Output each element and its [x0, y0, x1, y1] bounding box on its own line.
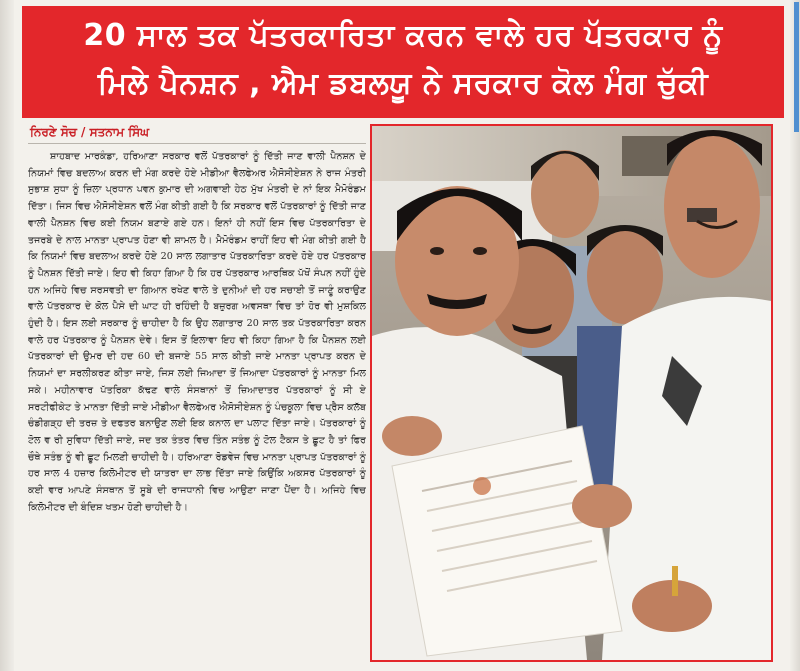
headline-banner [22, 6, 784, 118]
news-photo [370, 124, 773, 662]
edge-blue-strip [794, 2, 799, 132]
article-body: ਸ਼ਾਹਬਾਦ ਮਾਰਕੰਡਾ, ਹਰਿਆਣਾ ਸਰਕਾਰ ਵਲੋਂ ਪੱਤਰਕਾਰਾਂ ਨੂੰ ਦਿੱਤੀ ਜਾਣ ਵਾਲੀ ਪੈਨਸ਼ਨ ਦੇ ਨਿਯਮਾਂ ਵਿਚ ਬਦਲਾਅ ਕਰਨ ਦੀ ਮੰਗ ਕਰਦੇ ਹੋਏ ਮੀਡੀਆ ਵੈਲਫੇਅਰ ਐਸੋਸੀਏਸ਼ਨ ਨੇ ਰਾਜ ਮੰਤਰੀ ਸੁਭਾਸ਼ ਸੁਧਾ ਨੂੰ ਜ਼ਿਲਾ ਪ੍ਰਧਾਨ ਪਵਨ ਕੁਮਾਰ ਦੀ ਅਗਵਾਈ ਹੇਠ ਮੁੱਖ ਮੰਤਰੀ ਦੇ ਨਾਂ ਇਕ ਮੈਮੋਰੰਡਮ ਦਿੱਤਾ। ਜਿਸ ਵਿਚ ਐਸੋਸੀਏਸ਼ਨ ਵਲੋਂ ਮੰਗ ਕੀਤੀ ਗਈ ਹੈ ਕਿ ਸਰਕਾਰ ਵਲੋਂ ਪੱਤਰਕਾਰਾਂ ਨੂੰ ਦਿੱਤੀ ਜਾਣ ਵਾਲੀ ਪੈਨਸ਼ਨ ਵਿਚ ਕਈ ਨਿਯਮ ਬਣਾਏ ਗਏ ਹਨ। ਇਨਾਂ ਹੀ ਨਹੀਂ ਇਸ ਵਿਚ ਪੱਤਰਕਾਰਿਤਾ ਦੇ ਤਜਰਬੇ ਦੇ ਨਾਲ ਮਾਨਤਾ ਪ੍ਰਾਪਤ ਹੋਣਾ ਵੀ ਸ਼ਾਮਲ ਹੈ। ਮੈਮੋਰੰਡਮ ਰਾਹੀਂ ਇਹ ਵੀ ਮੰਗ ਕੀਤੀ ਗਈ ਹੈ ਕਿ ਨਿਯਮਾਂ ਵਿਚ ਬਦਲਾਅ ਕਰਦੇ ਹੋਏ 20 ਸਾਲ ਲਗਾਤਾਰ ਪੱਤਰਕਾਰਿਤਾ ਕਰਦੇ ਹੋਏ ਹਰ ਪੱਤਰਕਾਰ ਨੂੰ ਪੈਨਸ਼ਨ ਦਿੱਤੀ ਜਾਏ। ਇਹ ਵੀ ਕਿਹਾ ਗਿਆ ਹੈ ਕਿ ਹਰ ਪੱਤਰਕਾਰ ਆਰਥਿਕ ਪੱਖੋਂ ਸੰਪਨ ਨਹੀਂ ਹੁੰਦੇ ਹਨ ਅਜਿਹੇ ਵਿਚ ਸਰਸਵਤੀ ਦਾ ਗਿਆਨ ਰਖੇਣ ਵਾਲੇ ਤੇ ਦੁਨੀਆਂ ਦੀ ਹਰ ਸਚਾਈ ਤੋਂ ਜਾਣੂੰ ਕਰਾਉਣ ਵਾਲੇ ਪੱਤਰਕਾਰ ਦੇ ਕੋਲ ਪੈਸੇ ਦੀ ਘਾਟ ਹੀ ਰਹਿੰਦੀ ਹੈ ਬਜ਼ੁਰਗ ਅਵਸਥਾ ਵਿਚ ਤਾਂ ਹੋਰ ਵੀ ਮੁਸ਼ਕਿਲ ਹੁੰਦੀ ਹੈ। ਇਸ ਲਈ ਸਰਕਾਰ ਨੂੰ ਚਾਹੀਦਾ ਹੈ ਕਿ ਉਹ ਲਗਾਤਾਰ 20 ਸਾਲ ਤਕ ਪੱਤਰਕਾਰਿਤਾ ਕਰਨ ਵਾਲੇ ਹਰ ਪੱਤਰਕਾਰ ਨੂੰ ਪੈਨਸ਼ਨ ਦੇਵੇ। ਇਸ ਤੋਂ ਇਲਾਵਾ ਇਹ ਵੀ ਕਿਹਾ ਗਿਆ ਹੈ ਕਿ ਪੈਨਸ਼ਨ ਲਈ ਪੱਤਰਕਾਰਾਂ ਦੀ ਉਮਰ ਦੀ ਹਦ 60 ਦੀ ਬਜਾਏ 55 ਸਾਲ ਕੀਤੀ ਜਾਏ ਮਾਨਤਾ ਪ੍ਰਾਪਤ ਕਰਨ ਦੇ ਨਿਯਮਾਂ ਦਾ ਸਰਲੀਕਰਣ ਕੀਤਾ ਜਾਏ, ਜਿਸ ਲਈ ਜਿਆਦਾ ਤੋਂ ਜਿਆਦਾ ਪੱਤਰਕਾਰਾਂ ਨੂੰ ਮਾਨਤਾ ਮਿਲ ਸਕੇ। ਮਹੀਨਾਵਾਰ ਪੱਤਰਿਕਾ ਕੱਢਣ ਵਾਲੇ ਸੰਸਥਾਨਾਂ ਤੋਂ ਜ਼ਿਆਦਾਤਰ ਪੱਤਰਕਾਰਾਂ ਨੂੰ ਸੀ ਏ ਸਰਟੀਫੀਕੇਟ ਤੇ ਮਾਨਤਾ ਦਿੱਤੀ ਜਾਏ ਮੀਡੀਆ ਵੈਲਫੇਅਰ ਐਸੋਸੀਏਸ਼ਨ ਨੂੰ ਪੰਚਕੂਲਾ ਵਿਚ ਪ੍ਰੈਸ ਕਲੱਬ ਚੰਡੀਗੜ੍ਹ ਦੀ ਤਰਜ਼ ਤੇ ਦਫਤਰ ਬਨਾਉਣ ਲਈ ਇਕ ਕਨਾਲ ਦਾ ਪਲਾਟ ਦਿੱਤਾ ਜਾਏ। ਪੱਤਰਕਾਰਾਂ ਨੂੰ ਟੋਲ ਵ ਰੀ ਸੁਵਿਧਾ ਦਿੱਤੀ ਜਾਏ, ਜਦ ਤਕ ਤੰਤਰ ਵਿਚ ਤਿੰਨ ਸਤੰਭ ਨੂੰ ਟੋਲ ਟੈਕਸ ਤੇ ਛੂਟ ਹੈ ਤਾਂ ਫਿਰ ਚੌਥੇ ਸਤੰਭ ਨੂੰ ਵੀ ਛੂਟ ਮਿਲਣੀ ਚਾਹੀਦੀ ਹੈ। ਹਰਿਆਣਾ ਰੋਡਵੇਜ ਵਿਚ ਮਾਨਤਾ ਪ੍ਰਾਪਤ ਪੱਤਰਕਾਰਾਂ ਨੂੰ ਹਰ ਸਾਲ 4 ਹਜ਼ਾਰ ਕਿਲੋਮੀਟਰ ਦੀ ਯਾਤਰਾ ਦਾ ਲਾਭ ਦਿੱਤਾ ਜਾਏ ਕਿਉਂਕਿ ਅਕਸਰ ਪੱਤਰਕਾਰਾਂ ਨੂੰ ਕਈ ਵਾਰ ਆਪਣੇ ਸੰਸਥਾਨ ਤੋਂ ਸੂਬੇ ਦੀ ਰਾਜਧਾਨੀ ਵਿਚ ਆਉਣਾ ਜਾਣਾ ਪੈਂਦਾ ਹੈ। ਅਜਿਹੇ ਵਿਚ ਕਿਲੋਮੀਟਰ ਦੀ ਬੰਦਿਸ਼ ਖਤਮ ਹੋਣੀ ਚਾਹੀਦੀ ਹੈ। [28, 151, 366, 513]
memorandum-paper [392, 426, 622, 656]
headline-line-1: 20 ਸਾਲ ਤਕ ਪੱਤਰਕਾਰਿਤਾ ਕਰਨ ਵਾਲੇ ਹਰ ਪੱਤਰਕਾਰ ਨੂੰ [83, 18, 723, 53]
page-edge-right [790, 0, 800, 671]
photo-illustration [372, 126, 771, 660]
page-edge-left [0, 0, 14, 671]
byline-divider [28, 143, 366, 144]
headline-line-2: ਮਿਲੇ ਪੈਨਸ਼ਨ , ਐਮ ਡਬਲਯੂ ਨੇ ਸਰਕਾਰ ਕੋਲ ਮੰਗ ਚੁੱਕੀ [97, 66, 709, 101]
byline: ਨਿਰਣੇ ਸੋਚ / ਸਤਨਾਮ ਸਿੰਘ [30, 125, 150, 139]
